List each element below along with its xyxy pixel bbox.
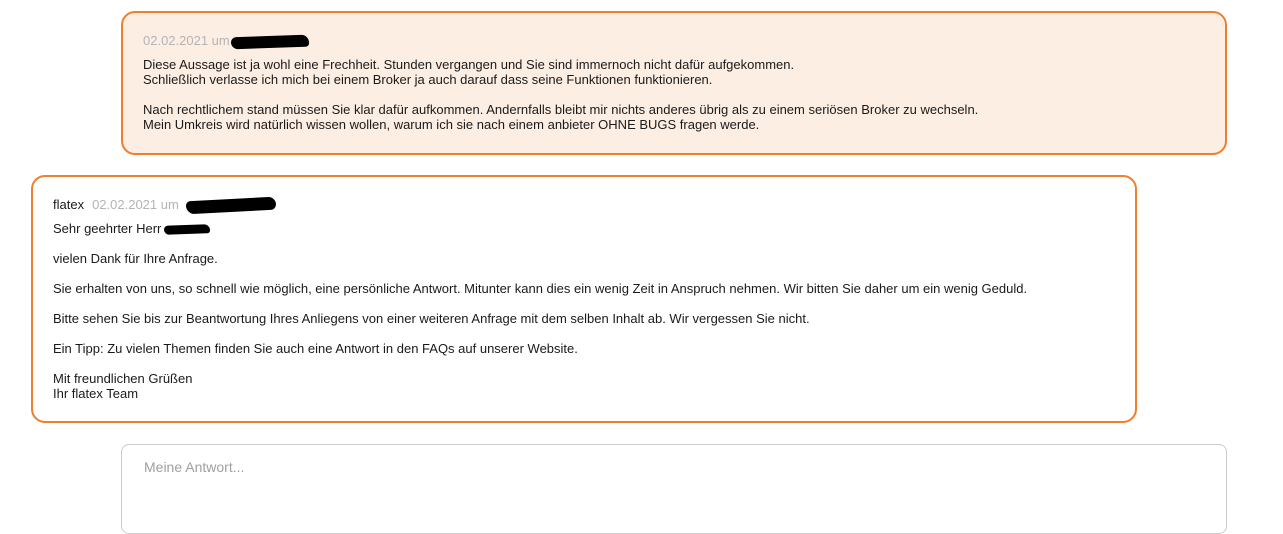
redacted-time-marker bbox=[186, 197, 277, 215]
support-paragraph: vielen Dank für Ihre Anfrage. bbox=[53, 251, 218, 266]
support-message-sender: flatex bbox=[53, 197, 85, 212]
support-message-meta bbox=[53, 197, 1115, 213]
user-message-line: Diese Aussage ist ja wohl eine Frechheit. Stunden vergangen und Sie sind immernoch nicht dafür aufgekommen. bbox=[143, 57, 795, 72]
user-message-line: Mein Umkreis wird natürlich wissen wollen, warum ich sie nach einem anbieter OHNE BUGS fragen werde. bbox=[143, 117, 760, 132]
support-paragraph: Ein Tipp: Zu vielen Themen finden Sie auch eine Antwort in den FAQs auf unserer Website. bbox=[53, 341, 578, 356]
support-paragraph: Bitte sehen Sie bis zur Beantwortung Ihres Anliegens von einer weiteren Anfrage mit dem selben Inhalt ab. Wir vergessen Sie nicht. bbox=[53, 311, 810, 326]
redacted-time-marker bbox=[231, 34, 309, 49]
user-message-line: Nach rechtlichem stand müssen Sie klar dafür aufkommen. Andernfalls bleibt mir nichts anderes übrig als zu einem seriösen Broker zu wechseln. bbox=[143, 102, 979, 117]
paragraph-gap bbox=[143, 87, 1205, 102]
support-closing: Mit freundlichen Grüßen bbox=[53, 371, 193, 386]
support-message-bubble bbox=[31, 175, 1137, 423]
user-message-line: Schließlich verlasse ich mich bei einem Broker ja auch darauf dass seine Funktionen funktionieren. bbox=[143, 72, 713, 87]
support-paragraph: Sie erhalten von uns, so schnell wie möglich, eine persönliche Antwort. Mitunter kann dies ein wenig Zeit in Anspruch nehmen. Wir bitten Sie daher um ein wenig Geduld. bbox=[53, 281, 1028, 296]
redacted-name-marker bbox=[164, 224, 210, 235]
user-message-timestamp: 02.02.2021 um bbox=[143, 33, 230, 48]
salutation-text: Sehr geehrter Herr bbox=[53, 221, 162, 236]
support-message-timestamp: 02.02.2021 um bbox=[92, 197, 179, 212]
support-signature: Ihr flatex Team bbox=[53, 386, 139, 401]
support-salutation bbox=[53, 221, 1115, 236]
user-message-meta bbox=[143, 33, 1205, 49]
user-message-bubble bbox=[121, 11, 1227, 155]
